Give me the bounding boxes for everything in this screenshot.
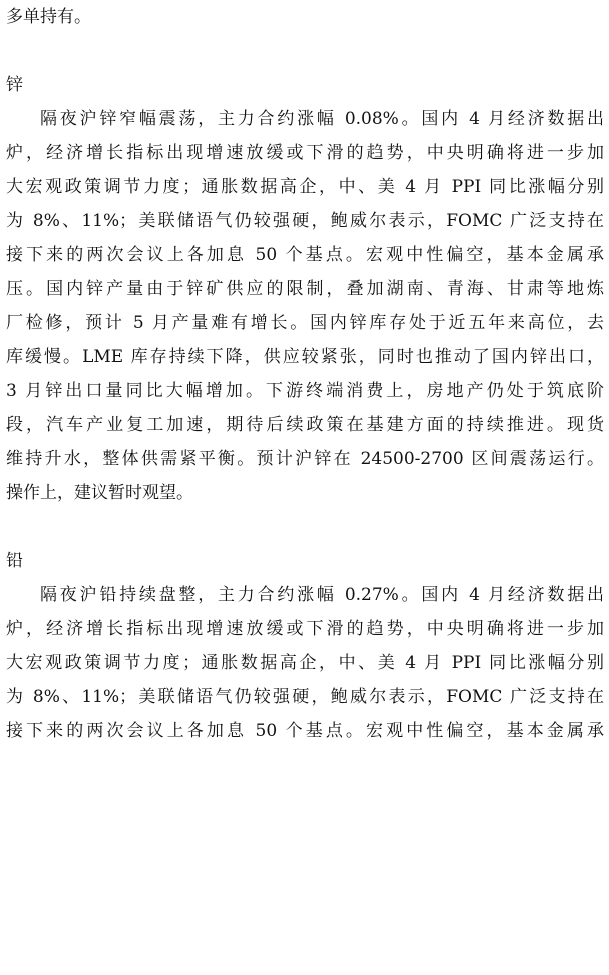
section-heading-zinc: 锌 [6,75,23,95]
paragraph-line: 隔夜沪锌窄幅震荡，主力合约涨幅 0.08%。国内 4 月经济数据出 [40,109,604,129]
paragraph-line: 为 8%、11%；美联储语气仍较强硬，鲍威尔表示，FOMC 广泛支持在 [6,211,604,231]
paragraph-line: 炉，经济增长指标出现增速放缓或下滑的趋势，中央明确将进一步加 [6,619,604,639]
paragraph-line: 压。国内锌产量由于锌矿供应的限制，叠加湖南、青海、甘肃等地炼 [6,279,604,299]
paragraph-line: 库缓慢。LME 库存持续下降，供应较紧张，同时也推动了国内锌出口， [6,347,604,367]
paragraph-line: 接下来的两次会议上各加息 50 个基点。宏观中性偏空，基本金属承 [6,721,604,741]
paragraph-line: 接下来的两次会议上各加息 50 个基点。宏观中性偏空，基本金属承 [6,245,604,265]
paragraph-line: 3 月锌出口量同比大幅增加。下游终端消费上，房地产仍处于筑底阶 [6,381,604,401]
paragraph-line: 厂检修，预计 5 月产量难有增长。国内锌库存处于近五年来高位，去 [6,313,604,333]
paragraph-line: 维持升水，整体供需紧平衡。预计沪锌在 24500-2700 区间震荡运行。 [6,449,604,469]
intro-tail-line: 多单持有。 [6,7,91,27]
paragraph-line: 为 8%、11%；美联储语气仍较强硬，鲍威尔表示，FOMC 广泛支持在 [6,687,604,707]
section-heading-lead: 铅 [6,551,23,571]
paragraph-line: 大宏观政策调节力度；通胀数据高企，中、美 4 月 PPI 同比涨幅分别 [6,653,604,673]
paragraph-line: 炉，经济增长指标出现增速放缓或下滑的趋势，中央明确将进一步加 [6,143,604,163]
zinc-paragraph [6,102,604,510]
blank-line [6,510,604,544]
blank-line [6,34,604,68]
paragraph-line: 隔夜沪铅持续盘整，主力合约涨幅 0.27%。国内 4 月经济数据出 [40,585,604,605]
paragraph-line: 操作上，建议暂时观望。 [6,483,193,503]
paragraph-line: 段，汽车产业复工加速，期待后续政策在基建方面的持续推进。现货 [6,415,604,435]
lead-paragraph [6,578,604,748]
paragraph-line: 大宏观政策调节力度；通胀数据高企，中、美 4 月 PPI 同比涨幅分别 [6,177,604,197]
